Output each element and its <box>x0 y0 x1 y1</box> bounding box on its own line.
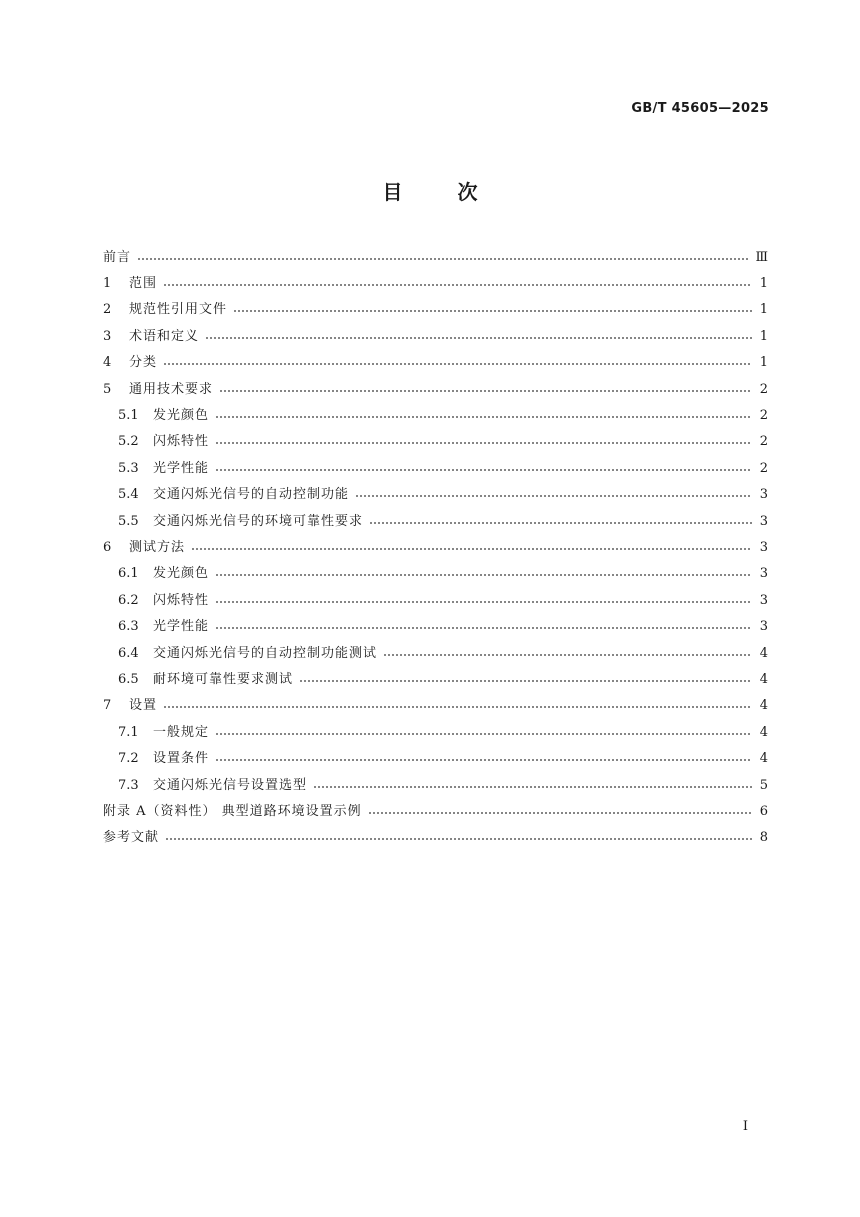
toc-entry-number: 5.3 <box>118 460 139 476</box>
toc-entry[interactable] <box>103 455 768 481</box>
toc-entry-page: 4 <box>759 724 768 740</box>
toc-entry-title: 分类 <box>129 355 158 371</box>
toc-entry-title: 附录 A（资料性） 典型道路环境设置示例 <box>103 803 362 819</box>
table-of-contents <box>103 244 768 851</box>
toc-leader-dots <box>163 277 752 290</box>
toc-entry-page: Ⅲ <box>755 249 768 265</box>
toc-entry-page: 4 <box>759 698 768 714</box>
toc-entry-title: 规范性引用文件 <box>129 302 228 318</box>
toc-leader-dots <box>313 779 752 792</box>
page-title <box>0 176 860 205</box>
toc-entry[interactable] <box>103 270 768 296</box>
toc-entry[interactable] <box>103 244 768 270</box>
toc-entry-page: 3 <box>759 487 768 503</box>
toc-entry-number: 7.1 <box>118 724 139 740</box>
toc-entry-title: 范围 <box>129 276 158 292</box>
toc-entry-title: 通用技术要求 <box>129 381 214 397</box>
toc-leader-dots <box>233 303 752 316</box>
toc-entry-number: 3 <box>103 328 112 344</box>
toc-entry-page: 6 <box>759 803 768 819</box>
toc-entry[interactable] <box>103 297 768 323</box>
toc-entry-number: 5.4 <box>118 487 139 503</box>
toc-leader-dots <box>165 831 752 844</box>
toc-leader-dots <box>191 541 752 554</box>
toc-entry[interactable] <box>103 429 768 455</box>
toc-leader-dots <box>215 567 752 580</box>
toc-leader-dots <box>369 515 752 528</box>
toc-entry-number: 1 <box>103 276 112 292</box>
toc-leader-dots <box>299 673 752 686</box>
toc-entry-page: 1 <box>759 276 768 292</box>
toc-leader-dots <box>163 699 752 712</box>
toc-entry-number: 4 <box>103 355 112 371</box>
toc-leader-dots <box>215 409 752 422</box>
toc-entry-title: 光学性能 <box>153 619 210 635</box>
toc-entry-page: 1 <box>759 355 768 371</box>
toc-entry[interactable] <box>103 376 768 402</box>
toc-entry-page: 2 <box>759 408 768 424</box>
toc-entry[interactable] <box>103 745 768 771</box>
toc-entry-page: 5 <box>759 777 768 793</box>
toc-entry[interactable] <box>103 613 768 639</box>
toc-entry-title: 设置条件 <box>153 751 210 767</box>
toc-leader-dots <box>137 251 749 264</box>
toc-entry-number: 6.2 <box>118 592 139 608</box>
toc-entry[interactable] <box>103 640 768 666</box>
toc-entry-page: 2 <box>759 434 768 450</box>
toc-entry-title: 术语和定义 <box>129 328 200 344</box>
toc-entry[interactable] <box>103 666 768 692</box>
toc-entry-page: 4 <box>759 645 768 661</box>
toc-entry-title: 发光颜色 <box>153 408 210 424</box>
toc-entry-page: 3 <box>759 619 768 635</box>
toc-entry[interactable] <box>103 587 768 613</box>
toc-entry-page: 2 <box>759 381 768 397</box>
toc-leader-dots <box>219 383 752 396</box>
toc-entry[interactable] <box>103 798 768 824</box>
page-number: Ⅰ <box>742 1119 748 1134</box>
toc-leader-dots <box>215 620 752 633</box>
toc-entry-title: 耐环境可靠性要求测试 <box>153 671 294 687</box>
toc-entry-page: 4 <box>759 751 768 767</box>
toc-entry-number: 2 <box>103 302 112 318</box>
toc-entry-page: 4 <box>759 671 768 687</box>
toc-entry-number: 6.5 <box>118 671 139 687</box>
toc-leader-dots <box>368 805 752 818</box>
toc-entry[interactable] <box>103 482 768 508</box>
toc-entry-title: 发光颜色 <box>153 566 210 582</box>
toc-entry-page: 8 <box>759 830 768 846</box>
toc-leader-dots <box>215 594 752 607</box>
toc-leader-dots <box>205 330 752 343</box>
toc-entry-title: 光学性能 <box>153 460 210 476</box>
toc-entry-title: 交通闪烁光信号设置选型 <box>153 777 308 793</box>
toc-entry-title: 设置 <box>129 698 158 714</box>
toc-entry[interactable] <box>103 323 768 349</box>
toc-leader-dots <box>215 752 752 765</box>
toc-entry[interactable] <box>103 772 768 798</box>
toc-leader-dots <box>355 488 752 501</box>
toc-entry[interactable] <box>103 402 768 428</box>
toc-entry-page: 3 <box>759 513 768 529</box>
toc-entry-page: 3 <box>759 539 768 555</box>
toc-entry-number: 6 <box>103 539 112 555</box>
toc-entry-title: 交通闪烁光信号的自动控制功能测试 <box>153 645 378 661</box>
toc-entry-page: 1 <box>759 302 768 318</box>
toc-leader-dots <box>215 462 752 475</box>
toc-entry-number: 7 <box>103 698 112 714</box>
toc-entry[interactable] <box>103 693 768 719</box>
toc-entry-title: 一般规定 <box>153 724 210 740</box>
page-title-char-2: 次 <box>457 180 478 204</box>
toc-entry-title: 参考文献 <box>103 830 160 846</box>
toc-entry-number: 5.5 <box>118 513 139 529</box>
page-title-char-1: 目 <box>382 180 403 204</box>
toc-entry[interactable] <box>103 350 768 376</box>
toc-entry[interactable] <box>103 561 768 587</box>
toc-entry[interactable] <box>103 508 768 534</box>
toc-entry[interactable] <box>103 719 768 745</box>
toc-entry-title: 交通闪烁光信号的环境可靠性要求 <box>153 513 364 529</box>
toc-entry-number: 5.1 <box>118 408 139 424</box>
toc-leader-dots <box>215 435 752 448</box>
toc-entry[interactable] <box>103 825 768 851</box>
toc-entry-title: 闪烁特性 <box>153 434 210 450</box>
toc-entry-number: 6.4 <box>118 645 139 661</box>
toc-leader-dots <box>215 726 752 739</box>
toc-entry-number: 5 <box>103 381 112 397</box>
toc-entry-title: 交通闪烁光信号的自动控制功能 <box>153 487 350 503</box>
toc-entry-title: 前言 <box>103 249 132 265</box>
toc-entry-number: 6.1 <box>118 566 139 582</box>
toc-leader-dots <box>383 647 752 660</box>
toc-entry-title: 测试方法 <box>129 539 186 555</box>
toc-entry-page: 1 <box>759 328 768 344</box>
toc-entry-number: 6.3 <box>118 619 139 635</box>
toc-entry-page: 3 <box>759 592 768 608</box>
standard-code: GB/T 45605—2025 <box>631 101 769 116</box>
toc-entry-number: 5.2 <box>118 434 139 450</box>
toc-entry-page: 3 <box>759 566 768 582</box>
toc-entry[interactable] <box>103 534 768 560</box>
toc-entry-number: 7.3 <box>118 777 139 793</box>
toc-leader-dots <box>163 356 752 369</box>
toc-entry-title: 闪烁特性 <box>153 592 210 608</box>
toc-entry-number: 7.2 <box>118 751 139 767</box>
toc-entry-page: 2 <box>759 460 768 476</box>
